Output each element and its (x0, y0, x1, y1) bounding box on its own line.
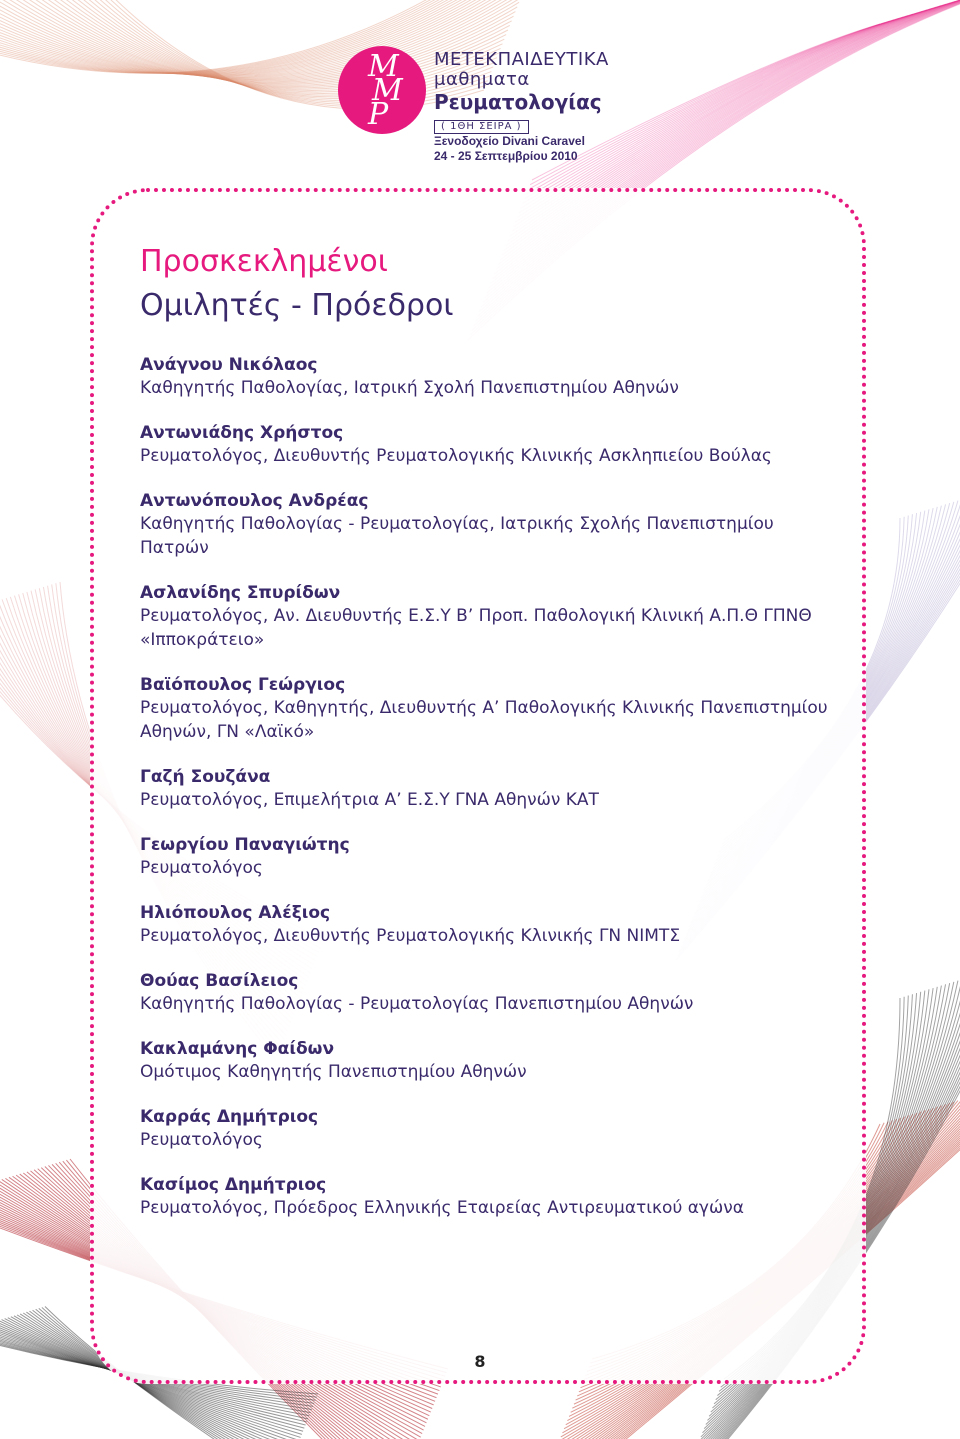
logo-monogram-circle (338, 46, 426, 134)
speaker-name: Αντωνιάδης Χρήστος (140, 423, 344, 443)
speaker-entry (140, 1174, 840, 1220)
speaker-entry (140, 902, 840, 948)
speaker-name: Θούας Βασίλειος (140, 971, 299, 991)
speaker-role: Ρευματολόγος, Επιμελήτρια Α’ Ε.Σ.Υ ΓΝΑ Αθηνών ΚΑΤ (140, 790, 599, 810)
speaker-name: Ανάγνου Νικόλαος (140, 355, 318, 375)
speaker-name: Ασλανίδης Σπυρίδων (140, 583, 341, 603)
speaker-entry (140, 970, 840, 1016)
speaker-entry (140, 354, 840, 400)
speaker-role: Ομότιμος Καθηγητής Πανεπιστημίου Αθηνών (140, 1062, 527, 1082)
page-number: 8 (474, 1352, 486, 1371)
logo-line-3: Ρευματολογίας (434, 90, 602, 114)
speaker-entry (140, 834, 840, 880)
speaker-role: Ρευματολόγος, Διευθυντής Ρευματολογικής Κλινικής Ασκληπιείου Βούλας (140, 446, 772, 466)
speaker-name: Κασίμος Δημήτριος (140, 1175, 327, 1195)
logo-line-1: ΜΕΤΕΚΠΑΙΔΕΥΤΙΚΑ (434, 49, 609, 70)
speaker-list (140, 354, 840, 1220)
logo-monogram-letter: Μ (372, 73, 403, 108)
speaker-name: Καρράς Δημήτριος (140, 1107, 319, 1127)
logo-text (434, 50, 644, 164)
speaker-role: Καθηγητής Παθολογίας - Ρευματολογίας, Ιατρικής Σχολής Πανεπιστημίου Πατρών (140, 514, 774, 558)
speaker-name: Γαζή Σουζάνα (140, 767, 271, 787)
speaker-entry (140, 582, 840, 652)
speaker-role: Ρευματολόγος, Πρόεδρος Ελληνικής Εταιρείας Αντιρευματικού αγώνα (140, 1198, 744, 1218)
speaker-name: Γεωργίου Παναγιώτης (140, 835, 350, 855)
speaker-entry (140, 674, 840, 744)
speaker-entry (140, 490, 840, 560)
speaker-role: Καθηγητής Παθολογίας - Ρευματολογίας Πανεπιστημίου Αθηνών (140, 994, 694, 1014)
logo-venue: Ξενοδοχείο Divani Caravel (434, 134, 585, 148)
speaker-role: Ρευματολόγος (140, 858, 263, 878)
speakers-section (140, 240, 840, 1242)
speaker-entry (140, 422, 840, 468)
logo-monogram-letter: Ρ (368, 97, 389, 132)
logo-line-2: μαθηματα (434, 69, 530, 90)
speaker-role: Ρευματολόγος (140, 1130, 263, 1150)
logo-monogram-letter: Μ (368, 49, 399, 84)
logo-dates: 24 - 25 Σεπτεμβρίου 2010 (434, 149, 578, 163)
speaker-entry (140, 1106, 840, 1152)
page-subtitle: Ομιλητές - Πρόεδροι (140, 288, 454, 323)
speaker-role: Ρευματολόγος, Διευθυντής Ρευματολογικής Κλινικής ΓΝ ΝΙΜΤΣ (140, 926, 681, 946)
speaker-role: Ρευματολόγος, Αν. Διευθυντής Ε.Σ.Υ Β’ Προπ. Παθολογική Κλινική Α.Π.Θ ΓΠΝΘ «Ιπποκράτειο» (140, 606, 812, 650)
event-logo (338, 46, 638, 166)
speaker-entry (140, 1038, 840, 1084)
speaker-role: Καθηγητής Παθολογίας, Ιατρική Σχολή Πανεπιστημίου Αθηνών (140, 378, 679, 398)
speaker-role: Ρευματολόγος, Καθηγητής, Διευθυντής Α’ Παθολογικής Κλινικής Πανεπιστημίου Αθηνών, ΓΝ «Λαϊκό» (140, 698, 828, 742)
speaker-name: Ηλιόπουλος Αλέξιος (140, 903, 331, 923)
speaker-name: Βαϊόπουλος Γεώργιος (140, 675, 346, 695)
speaker-name: Αντωνόπουλος Ανδρέας (140, 491, 369, 511)
speaker-entry (140, 766, 840, 812)
speaker-name: Κακλαμάνης Φαίδων (140, 1039, 335, 1059)
page-title: Προσκεκλημένοι (140, 244, 388, 279)
logo-series-badge: ( 1ΘΗ ΣΕΙΡΑ ) (434, 120, 529, 134)
